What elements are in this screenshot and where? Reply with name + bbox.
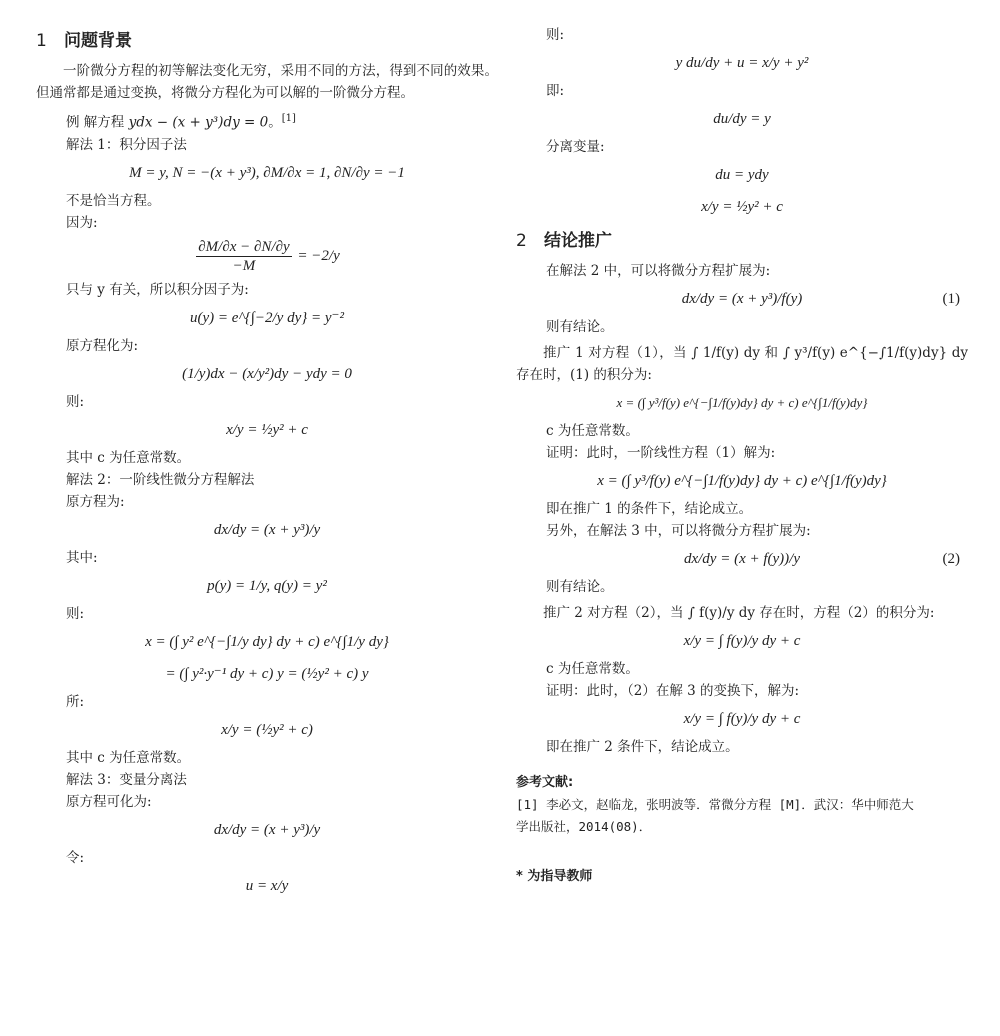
formula: (1/y)dx − (x/y²)dy − ydy = 0 (182, 365, 352, 382)
text-line: 原方程化为: (66, 337, 139, 354)
generalization-1: 推广 1 对方程（1），当 ∫ 1/f(y) dy 和 ∫ y³/f(y) e^{−∫1/f(y)dy} dy 存在时，(1) 的积分为: (516, 345, 968, 383)
text-line: 则: (546, 27, 565, 43)
formula-rhs: = −2/y (297, 247, 340, 264)
formula: dx/dy = (x + y³)/f(y) (681, 291, 803, 307)
generalization-2: 推广 2 对方程（2），当 ∫ f(y)/y dy 存在时，方程（2）的积分为: (543, 605, 935, 621)
formula: x/y = ½y² + c (701, 199, 783, 215)
text-line: 所: (66, 693, 85, 710)
section-title: 问题背景 (64, 31, 132, 51)
text-line: 只与 y 有关，所以积分因子为: (66, 281, 249, 298)
fraction-denominator: −M (196, 256, 291, 275)
numbered-formula (516, 544, 968, 574)
left-column (36, 24, 498, 903)
citation-mark: [1] (281, 113, 296, 124)
section-title: 结论推广 (544, 231, 612, 251)
text-line: 原方程可化为: (66, 793, 152, 810)
formula: x/y = ∫ f(y)/y dy + c (683, 633, 801, 649)
fraction (196, 238, 291, 275)
text-line: c 为任意常数。 (546, 661, 639, 677)
text-line: 即: (546, 83, 565, 99)
text-line: 分离变量: (546, 139, 605, 155)
example-line (36, 108, 498, 134)
text-line: 即在推广 1 的条件下，结论成立。 (546, 501, 753, 517)
method-title: 解法 1：积分因子法 (66, 136, 187, 153)
intro-paragraph: 一阶微分方程的初等解法变化无穷，采用不同的方法，得到不同的效果。但通常都是通过变换，将微分方程化为可以解的一阶微分方程。 (36, 63, 498, 101)
formula: dx/dy = (x + f(y))/y (683, 551, 800, 567)
text-line: 则: (66, 393, 85, 410)
text-line: 则有结论。 (546, 579, 614, 595)
equation-number: (1) (942, 291, 960, 307)
formula: x = (∫ y³/f(y) e^{−∫1/f(y)dy} dy + c) e^{∫1/f(y)dy} (597, 473, 887, 489)
formula: u = x/y (245, 877, 289, 894)
section-heading (516, 228, 968, 254)
example-suffix: 。 (268, 114, 282, 131)
section-heading (36, 28, 498, 54)
formula: du/dy = y (713, 111, 771, 127)
example-label: 例 解方程 (66, 114, 125, 131)
references-heading: 参考文献: (516, 775, 574, 790)
text-line: 其中 c 为任意常数。 (66, 449, 191, 466)
example-equation: ydx − (x + y³)dy = 0 (128, 114, 269, 131)
text-line: 其中 c 为任意常数。 (66, 749, 191, 766)
formula: dx/dy = (x + y³)/y (213, 521, 321, 538)
text-line: 令: (66, 849, 85, 866)
footnote: * 为指导教师 (516, 869, 593, 884)
formula: x/y = ∫ f(y)/y dy + c (683, 711, 801, 727)
text-line: 证明：此时，一阶线性方程（1）解为: (546, 445, 776, 461)
text-line: 则: (66, 605, 85, 622)
formula: x = (∫ y² e^{−∫1/y dy} dy + c) e^{∫1/y dy} (145, 633, 389, 650)
formula: dx/dy = (x + y³)/y (213, 821, 321, 838)
formula: p(y) = 1/y, q(y) = y² (207, 577, 327, 594)
text-line: 因为: (66, 214, 98, 231)
text-line: 则有结论。 (546, 319, 614, 335)
reference-item: [1] 李必文，赵临龙，张明波等．常微分方程 [M]．武汉：华中师范大 (516, 797, 914, 812)
reference-item: 学出版社，2014(08)． (516, 819, 652, 834)
formula: y du/dy + u = x/y + y² (675, 55, 809, 71)
formula: x/y = (½y² + c) (221, 721, 313, 738)
formula: = (∫ y²·y⁻¹ dy + c) y = (½y² + c) y (165, 665, 369, 682)
formula: u(y) = e^{∫−2/y dy} = y⁻² (190, 309, 344, 326)
fraction-numerator: ∂M/∂x − ∂N/∂y (198, 238, 290, 255)
text-line: 即在推广 2 条件下，结论成立。 (546, 739, 739, 755)
section-number: 1 (36, 31, 47, 51)
text-line: 在解法 2 中，可以将微分方程扩展为: (546, 263, 771, 279)
text-line: 另外，在解法 3 中，可以将微分方程扩展为: (546, 523, 811, 539)
formula: x = (∫ y³/f(y) e^{−∫1/f(y)dy} dy + c) e^{∫1/f(y)dy} (616, 395, 868, 410)
numbered-formula (516, 284, 968, 314)
text-line: c 为任意常数。 (546, 423, 639, 439)
section-number: 2 (516, 231, 527, 251)
equation-number: (2) (942, 551, 960, 567)
formula: x/y = ½y² + c (226, 421, 308, 438)
text-line: 不是恰当方程。 (66, 192, 161, 209)
text-line: 其中: (66, 549, 98, 566)
formula: du = ydy (715, 167, 769, 183)
text-line: 证明：此时，（2）在解 3 的变换下，解为: (546, 683, 800, 699)
method-title: 解法 2：一阶线性微分方程解法 (66, 471, 255, 488)
formula (36, 238, 498, 275)
formula: M = y, N = −(x + y³), ∂M/∂x = 1, ∂N/∂y = −1 (129, 164, 405, 181)
method-title: 解法 3：变量分离法 (66, 771, 187, 788)
right-column (516, 24, 968, 888)
text-line: 原方程为: (66, 493, 125, 510)
